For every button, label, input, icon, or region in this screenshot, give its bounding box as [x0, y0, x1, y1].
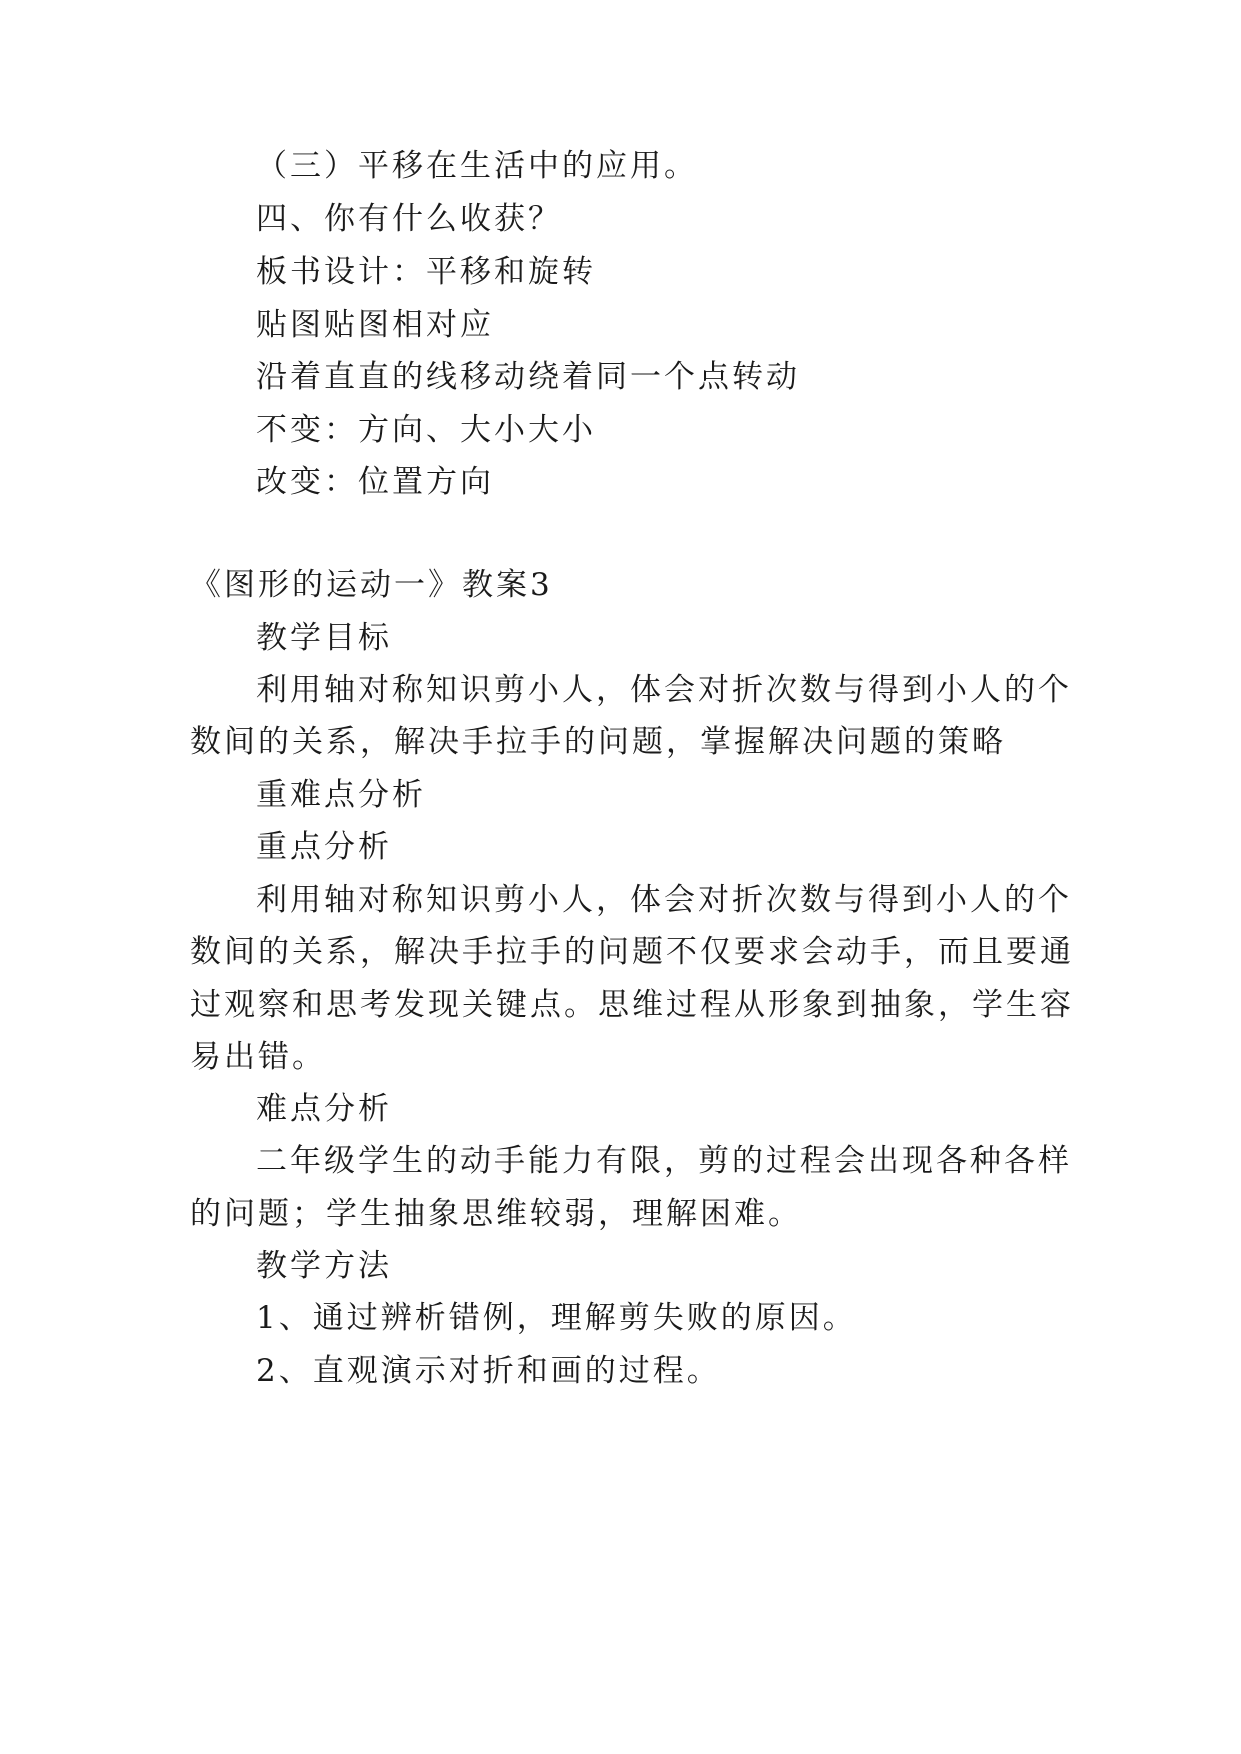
- key-paragraph-line-3: 过观察和思考发现关键点。思维过程从形象到抽象，学生容: [190, 987, 1074, 1023]
- paragraph-sticker: 贴图贴图相对应: [256, 307, 494, 343]
- paragraph-harvest: 四、你有什么收获？: [256, 201, 562, 237]
- key-paragraph-line-2: 数间的关系，解决手拉手的问题不仅要求会动手，而且要通: [190, 934, 1074, 970]
- heading-difficulty-analysis: 难点分析: [256, 1091, 392, 1127]
- difficulty-paragraph-line-2: 的问题；学生抽象思维较弱，理解困难。: [190, 1196, 802, 1232]
- method-item-1: 1、通过辨析错例，理解剪失败的原因。: [256, 1300, 857, 1336]
- key-paragraph-line-1: 利用轴对称知识剪小人，体会对折次数与得到小人的个: [256, 882, 1072, 918]
- paragraph-board-design: 板书设计：平移和旋转: [256, 254, 596, 290]
- heading-key-point-analysis: 重点分析: [256, 829, 392, 865]
- key-paragraph-line-4: 易出错。: [190, 1039, 326, 1075]
- goal-paragraph-line-2: 数间的关系，解决手拉手的问题，掌握解决问题的策略: [190, 724, 1006, 760]
- heading-teaching-methods: 教学方法: [256, 1248, 392, 1284]
- goal-paragraph-line-1: 利用轴对称知识剪小人，体会对折次数与得到小人的个: [256, 672, 1072, 708]
- heading-key-difficulty-analysis: 重难点分析: [256, 777, 426, 813]
- lesson-title: 《图形的运动一》教案3: [190, 567, 553, 603]
- paragraph-move-rotate: 沿着直直的线移动绕着同一个点转动: [256, 359, 800, 395]
- heading-teaching-goals: 教学目标: [256, 620, 392, 656]
- paragraph-application: （三）平移在生活中的应用。: [256, 148, 698, 184]
- paragraph-unchanged: 不变：方向、大小大小: [256, 412, 596, 448]
- paragraph-changed: 改变：位置方向: [256, 464, 494, 500]
- difficulty-paragraph-line-1: 二年级学生的动手能力有限，剪的过程会出现各种各样: [256, 1143, 1072, 1179]
- method-item-2: 2、直观演示对折和画的过程。: [256, 1353, 721, 1389]
